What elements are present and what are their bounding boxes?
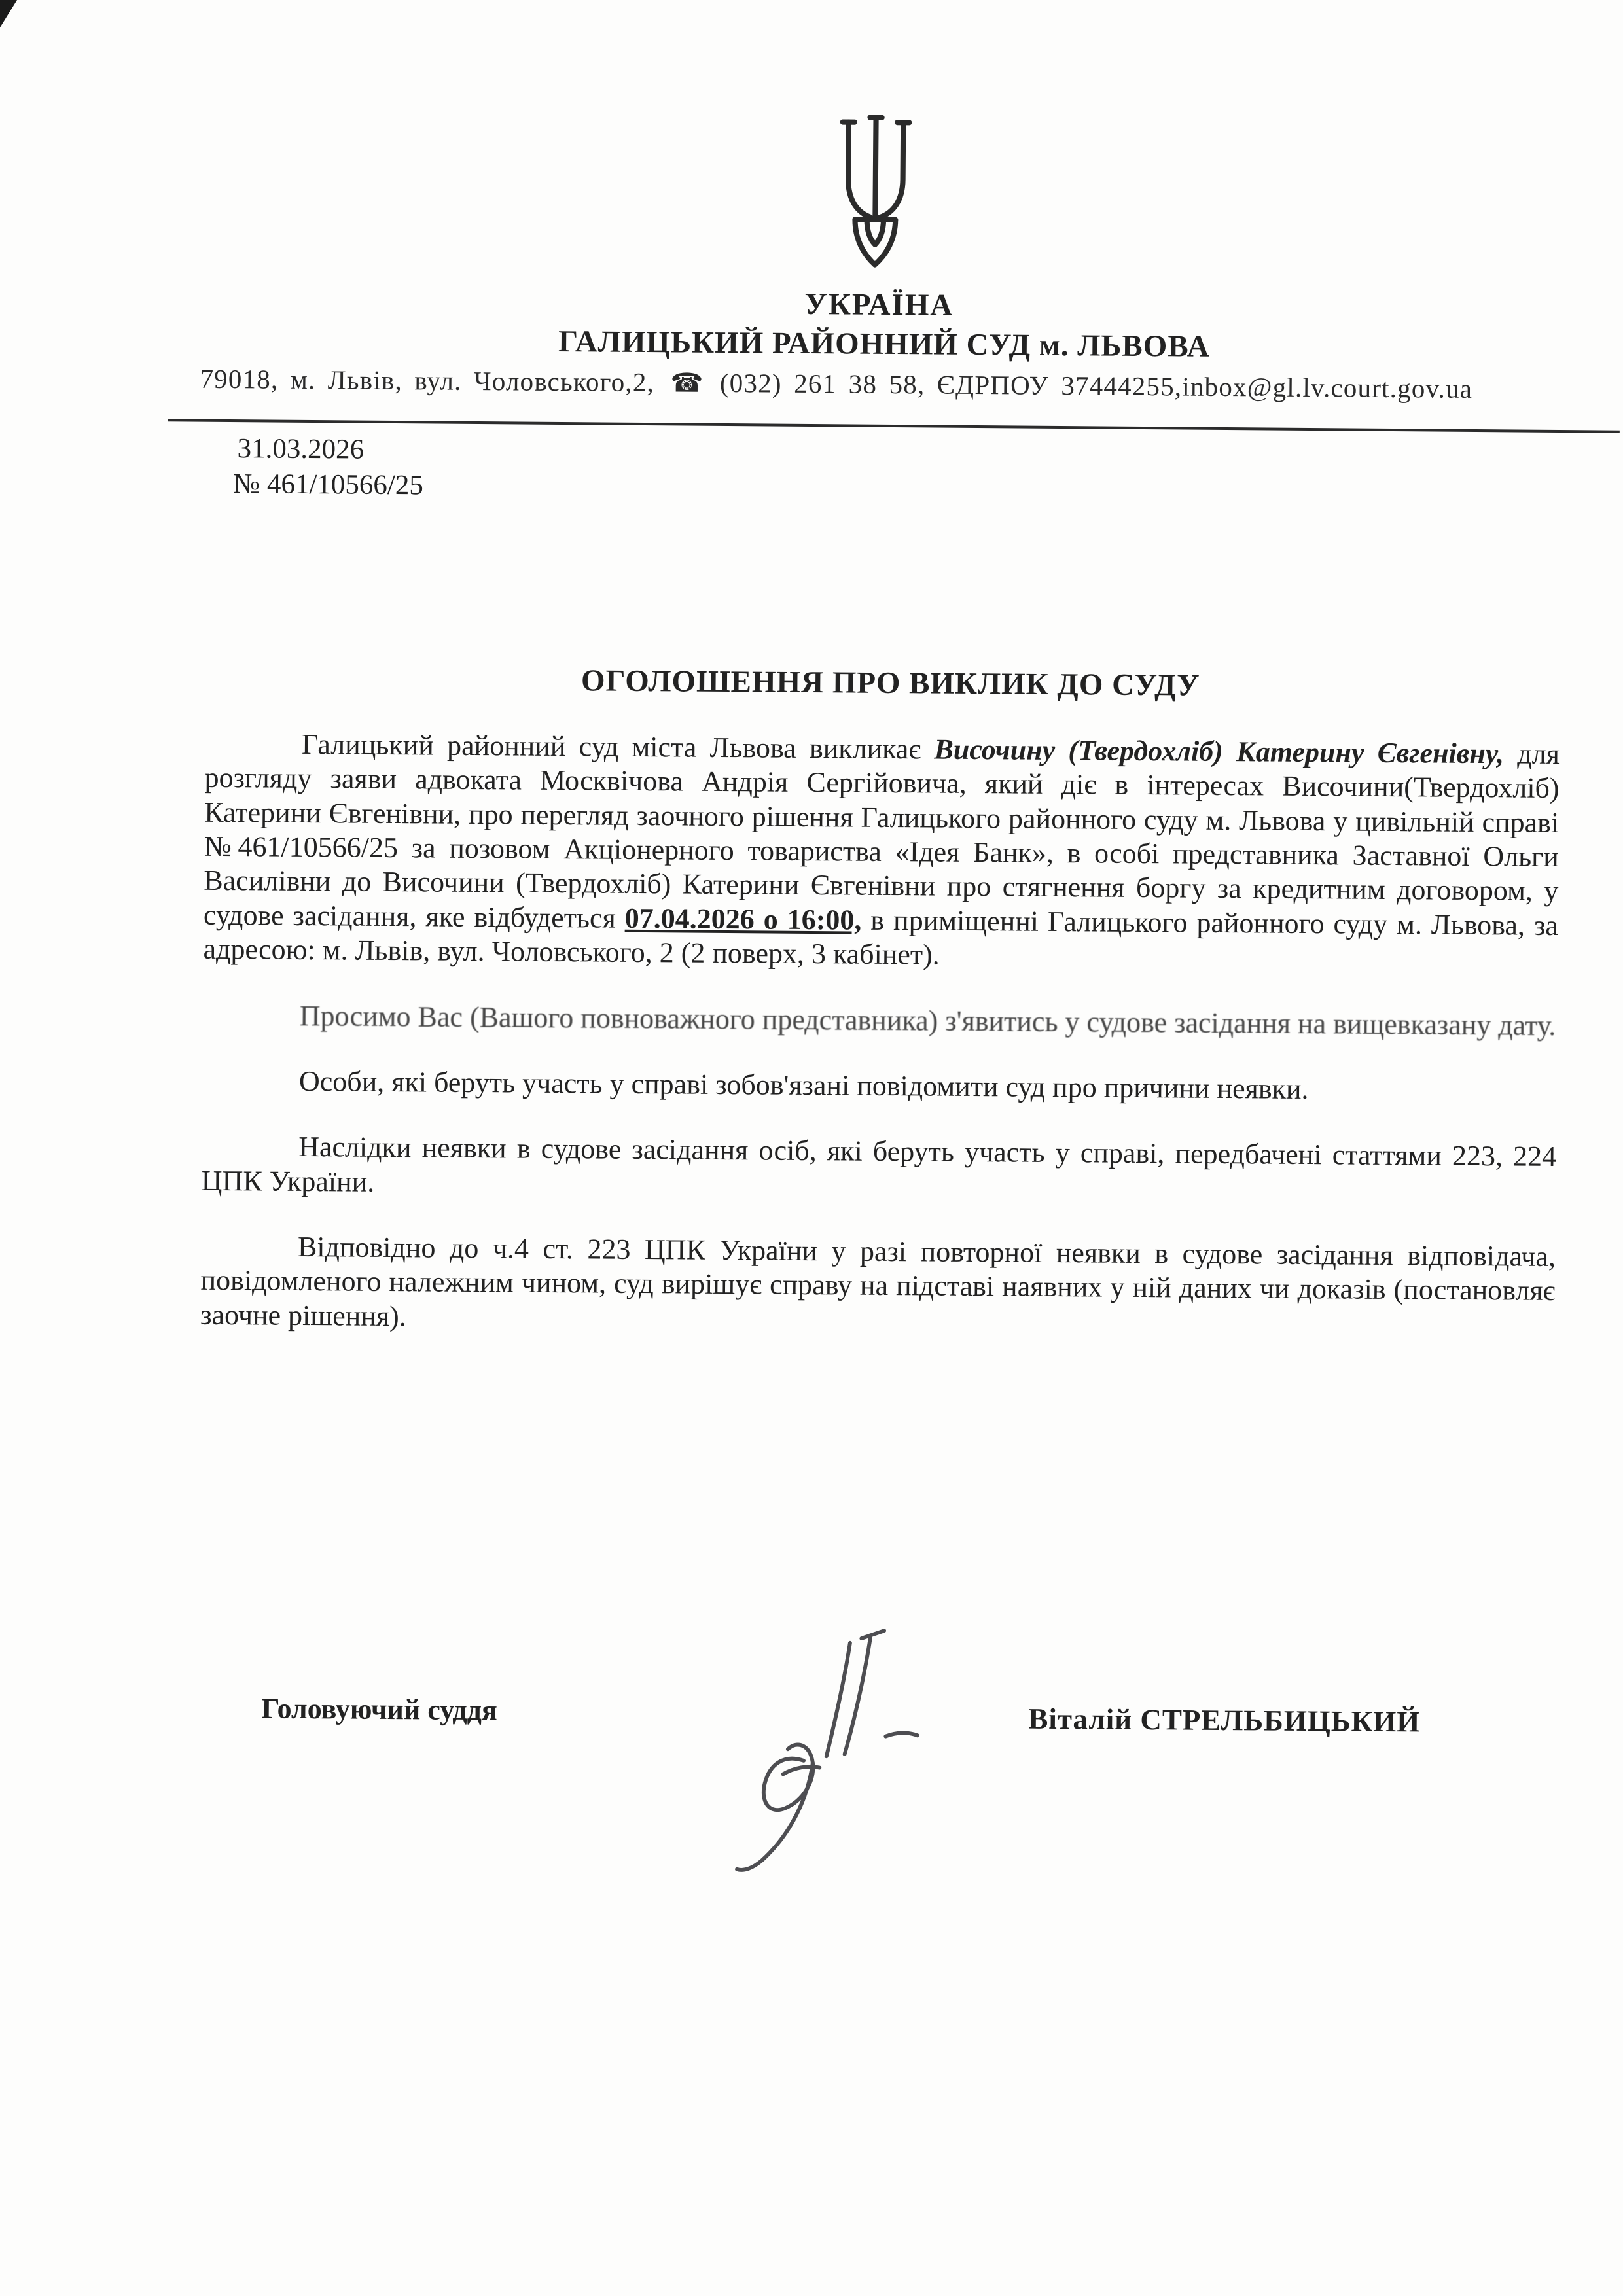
paragraph-segment: в приміщенні Галицького районного суду м. Львова, за адресою: м. Львів, вул. Чоловського, 2 (2 поверх, 3 кабінет). [203,904,1559,971]
judge-signature [702,1626,932,1878]
country-name: УКРАЇНА [804,287,954,323]
letterhead-divider [168,419,1620,433]
paragraph [200,1229,1556,1343]
paragraph-segment: Височину (Твердохліб) Катерину Євгенівну, [934,733,1505,770]
paragraph [203,727,1560,978]
address-prefix: 79018, м. Львів, вул. Чоловського,2, [200,363,667,398]
document-paragraphs [200,727,1560,1343]
paragraph [203,998,1558,1043]
paragraph-segment: 07.04.2026 о 16:00, [624,902,862,936]
judge-name: Віталій СТРЕЛЬБИЦЬКИЙ [1028,1702,1421,1739]
paragraph-segment: Галицький районний суд міста Львова викликає [301,728,935,766]
address-suffix: (032) 261 38 58, ЄДРПОУ 37444255,inbox@gl.lv.court.gov.ua [707,367,1473,404]
judge-role-label: Головуючий суддя [261,1692,498,1727]
paragraph [202,1064,1557,1109]
phone-icon: ☎ [670,368,704,398]
paragraph-segment: для розгляду заяви адвоката Москвічова Андрія Сергійовича, який діє в інтересах Височини(Твердохліб) Катерини Євгенівни, про перегляд заочного рішення Галицького районного суду м. Львова у цивільній справі №461/10566/25 за позовом Акціонерного товариства «Ідея Банк», в особі представника Заставної Ольги Василівни до Височини (Твердохліб) Катерини Євгенівни про стягнення боргу за кредитним договором, у судове засідання, яке відбудеться [203,737,1560,934]
paragraph-segment: Наслідки неявки в судове засідання осіб, які беруть участь у справі, передбачені статтями 223, 224 ЦПК України. [201,1131,1557,1198]
document-title: ОГОЛОШЕННЯ ПРО ВИКЛИК ДО СУДУ [580,663,1200,703]
paragraph [202,1129,1557,1209]
letter-date: 31.03.2026 [237,433,365,465]
paragraph-segment: Особи, які беруть участь у справі зобов'язані повідомити суд про причини неявки. [298,1065,1309,1105]
paragraph-segment: Просимо Вас (Вашого повноважного представника) з'явитись у судове засідання на вищевказану дату. [299,999,1556,1042]
court-address-line [200,363,1472,404]
paragraph-segment: Відповідно до ч.4 ст. 223 ЦПК України у разі повторної неявки в судове засідання відповідача, повідомленого належним чином, суд вирішує справу на підставі наявних у ній даних чи доказів (постановляє заочне рішення). [200,1230,1556,1332]
case-number: № 461/10566/25 [232,468,424,501]
ukraine-trident-emblem [815,110,936,277]
court-name: ГАЛИЦЬКИЙ РАЙОННИЙ СУД м. ЛЬВОВА [558,324,1210,364]
